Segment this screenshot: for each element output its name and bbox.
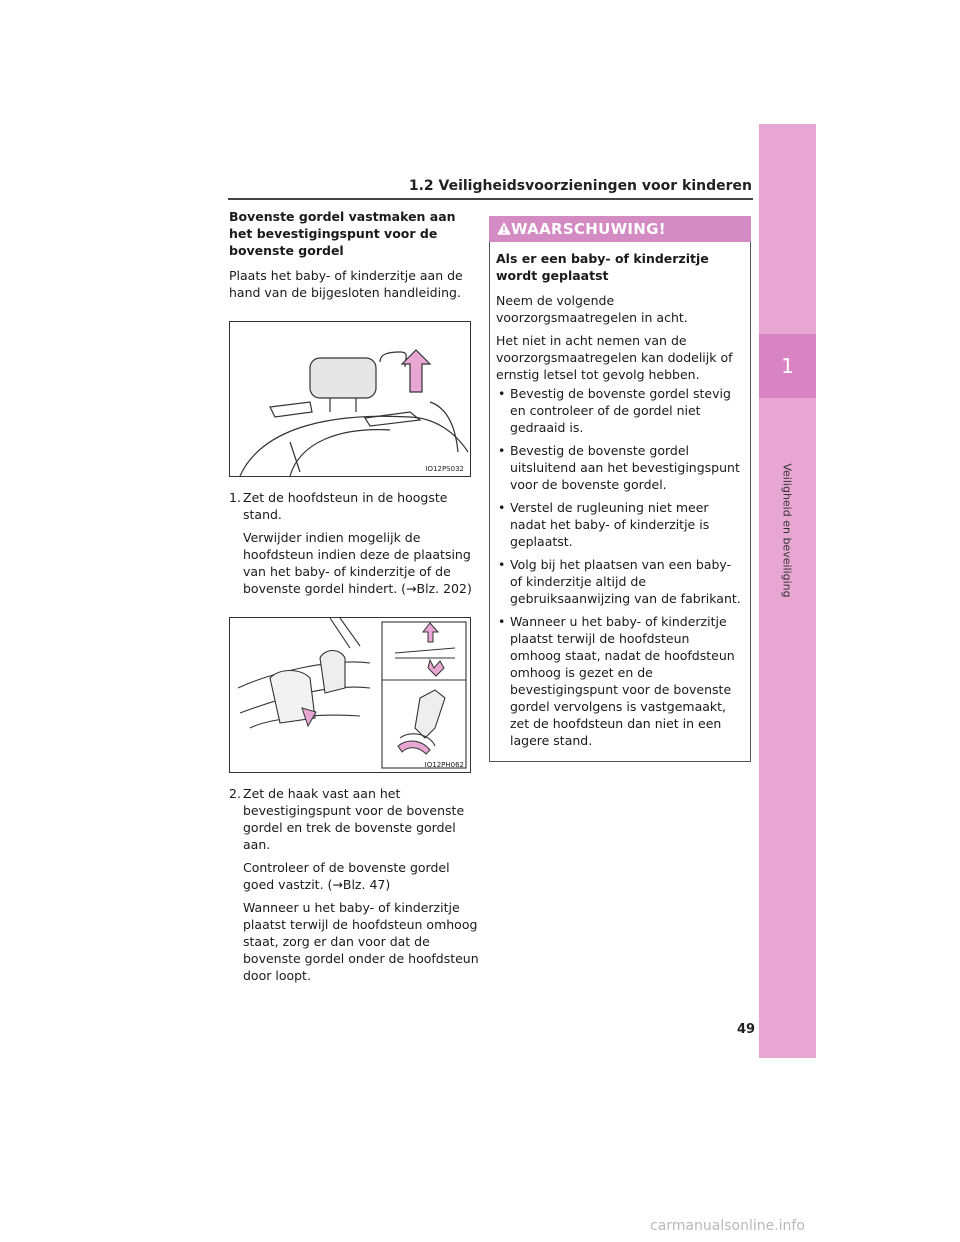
step-text: Zet de haak vast aan het bevestigingspunt voor de bovenste gordel en trek de bovenste gordel aan. xyxy=(243,786,465,852)
warning-triangle-icon xyxy=(497,222,511,235)
warning-item: • Bevestig de bovenste gordel stevig en controleer of de gordel niet gedraaid is. xyxy=(498,386,731,435)
warning-box xyxy=(489,216,751,762)
headrest-illustration xyxy=(229,321,471,477)
intro-text: Plaats het baby- of kinderzitje aan de hand van de bijgesloten handleiding. xyxy=(229,268,463,300)
page-number: 49 xyxy=(737,1022,756,1037)
running-header: 1.2 Veiligheidsvoorzieningen voor kinderen xyxy=(408,178,752,194)
bullet-icon: • xyxy=(498,500,506,515)
warning-intro: Neem de volgende voorzorgsmaatregelen in acht. xyxy=(496,293,688,325)
chapter-side-tab xyxy=(759,124,816,1058)
section-heading: Bovenste gordel vastmaken aan het bevestigingspunt voor de bovenste gordel xyxy=(229,209,456,258)
bullet-icon: • xyxy=(498,386,506,401)
header-rule xyxy=(228,198,753,200)
step-text: Zet de hoofdsteun in de hoogste stand. xyxy=(243,490,448,522)
step-1 xyxy=(229,489,479,597)
warning-item: • Verstel de rugleuning niet meer nadat het baby- of kinderzitje is geplaatst. xyxy=(498,500,710,549)
warning-list xyxy=(496,385,744,749)
figure-code: IO12PH062 xyxy=(424,761,464,769)
warning-intro: Het niet in acht nemen van de voorzorgsmaatregelen kan dodelijk of ernstig letsel tot gevolg hebben. xyxy=(496,333,733,382)
warning-item: • Bevestig de bovenste gordel uitsluitend aan het bevestigingspunt voor de bovenste gordel. xyxy=(498,443,740,492)
chapter-number: 1 xyxy=(759,334,816,398)
chapter-title: Veiligheid en beveiliging xyxy=(780,463,794,598)
bullet-icon: • xyxy=(498,614,506,629)
top-tether-hook-illustration xyxy=(230,618,470,772)
warning-title: WAARSCHUWING! xyxy=(511,220,666,238)
watermark: carmanualsonline.info xyxy=(650,1218,805,1234)
step-detail: Verwijder indien mogelijk de hoofdsteun indien deze de plaatsing van het baby- of kinderzitje of de bovenste gordel hindert. (→Blz. 202) xyxy=(243,530,472,596)
step-2 xyxy=(229,785,479,984)
headrest-raise-illustration xyxy=(230,322,470,476)
warning-header xyxy=(489,216,751,242)
bullet-icon: • xyxy=(498,443,506,458)
step-detail: Wanneer u het baby- of kinderzitje plaatst terwijl de hoofdsteun omhoog staat, zorg er dan voor dat de bovenste gordel onder de hoofdsteun door loopt. xyxy=(243,900,479,983)
figure-code: IO12PS032 xyxy=(425,465,464,473)
step-number: 1. xyxy=(229,490,241,505)
step-number: 2. xyxy=(229,786,241,801)
warning-item: • Wanneer u het baby- of kinderzitje plaatst terwijl de hoofdsteun omhoog staat, nadat de hoofdsteun omhoog is gezet en de bevestigingspunt voor de bovenste gordel vervolgens is vastgemaakt, zet de hoofdsteun dan niet in een lagere stand. xyxy=(498,614,735,748)
step-detail: Controleer of de bovenste gordel goed vastzit. (→Blz. 47) xyxy=(243,860,450,892)
left-column xyxy=(229,208,479,990)
bullet-icon: • xyxy=(498,557,506,572)
warning-body xyxy=(490,242,750,761)
anchor-hook-illustration xyxy=(229,617,471,773)
warning-subheading: Als er een baby- of kinderzitje wordt geplaatst xyxy=(496,251,709,283)
warning-item: • Volg bij het plaatsen van een baby- of kinderzitje altijd de gebruiksaanwijzing van de fabrikant. xyxy=(498,557,741,606)
right-column xyxy=(489,216,751,762)
